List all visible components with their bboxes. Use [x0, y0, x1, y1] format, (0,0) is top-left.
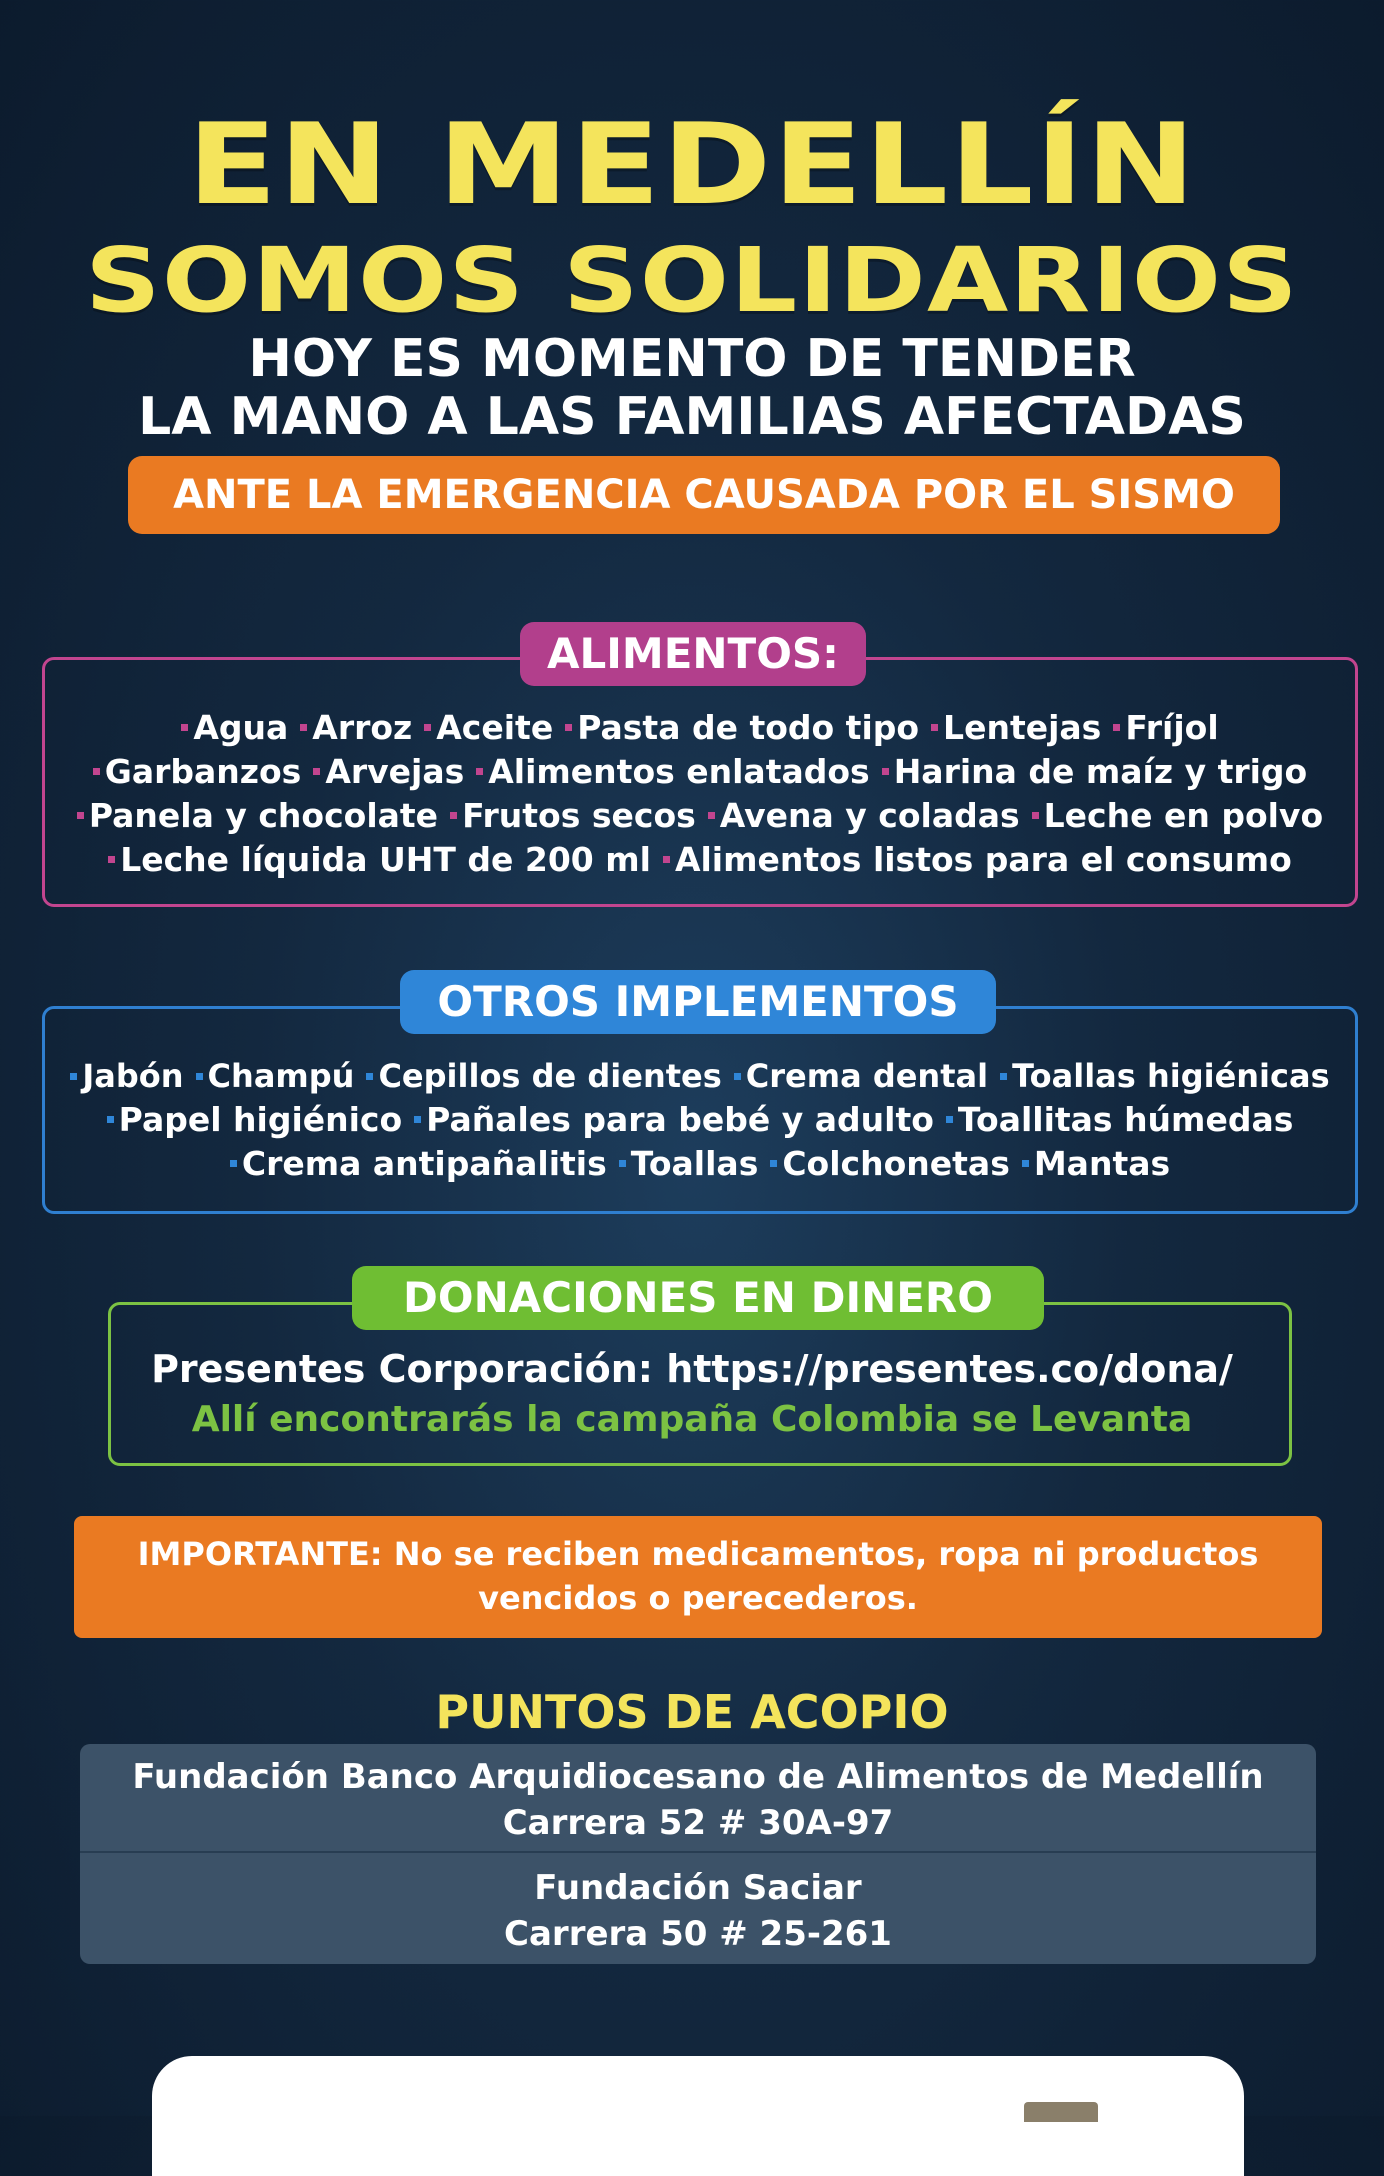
bullet-icon: [1000, 1073, 1007, 1080]
bullet-icon: [946, 1116, 953, 1123]
dinero-campaign-line: Allí encontrarás la campaña Colombia se Levanta: [191, 1399, 1193, 1440]
alimentos-label: ALIMENTOS:: [520, 622, 866, 686]
alimentos-item: [300, 708, 412, 747]
alimentos-item-label: Alimentos listos para el consumo: [674, 840, 1292, 879]
bullet-icon: [1032, 812, 1039, 819]
punto-item: [80, 1744, 1316, 1853]
punto-address: Carrera 50 # 25-261: [504, 1914, 892, 1954]
otros-item: [734, 1057, 988, 1095]
bullet-icon: [414, 1116, 421, 1123]
alimentos-row: [42, 706, 1358, 750]
bullet-icon: [476, 768, 483, 775]
alimentos-item-label: Garbanzos: [104, 752, 302, 791]
alimentos-item: [708, 796, 1020, 835]
punto-name: Fundación Banco Arquidiocesano de Alimentos de Medellín: [132, 1757, 1264, 1797]
alimentos-item: [93, 752, 302, 791]
alimentos-item-label: Leche en polvo: [1043, 796, 1324, 835]
alimentos-item: [476, 752, 869, 791]
puntos-title: PUNTOS DE ACOPIO: [435, 1685, 949, 1739]
dinero-link-line[interactable]: Presentes Corporación: https://presentes.co/dona/: [151, 1347, 1233, 1391]
alimentos-item-label: Panela y chocolate: [88, 796, 439, 835]
bullet-icon: [93, 768, 100, 775]
otros-item: [946, 1100, 1293, 1139]
logo-icon: [1024, 2102, 1098, 2122]
otros-item: [70, 1057, 183, 1095]
alimentos-row: [42, 794, 1358, 838]
important-label: IMPORTANTE:: [137, 1535, 383, 1573]
bullet-icon: [196, 1073, 203, 1080]
otros-item: [196, 1057, 355, 1095]
bullet-icon: [1113, 724, 1120, 731]
otros-item: [1000, 1057, 1330, 1095]
otros-item-label: Jabón: [82, 1057, 184, 1095]
bullet-icon: [313, 768, 320, 775]
bullet-icon: [734, 1073, 741, 1080]
alimentos-item-label: Pasta de todo tipo: [577, 708, 920, 747]
bullet-icon: [882, 768, 889, 775]
title-line-1: EN MEDELLÍN: [187, 100, 1197, 230]
bullet-icon: [424, 724, 431, 731]
otros-item: [366, 1057, 721, 1095]
alimentos-item-label: Frutos secos: [462, 796, 696, 835]
subtitle-line-1: HOY ES MOMENTO DE TENDER: [248, 329, 1136, 389]
bullet-icon: [931, 724, 938, 731]
punto-name: Fundación Saciar: [534, 1868, 862, 1908]
bullet-icon: [565, 724, 572, 731]
alimentos-item: [450, 796, 696, 835]
dinero-label: DONACIONES EN DINERO: [352, 1266, 1044, 1330]
alimentos-item: [1113, 708, 1218, 747]
punto-address: Carrera 52 # 30A-97: [502, 1803, 894, 1843]
otros-item-label: Papel higiénico: [118, 1100, 403, 1139]
bullet-icon: [108, 856, 115, 863]
alimentos-list: [42, 706, 1358, 882]
alimentos-item: [882, 752, 1308, 791]
alimentos-item-label: Aceite: [436, 708, 554, 747]
otros-item-label: Toallitas húmedas: [957, 1100, 1294, 1139]
alimentos-item: [663, 840, 1292, 879]
otros-item-label: Champú: [207, 1057, 355, 1095]
alimentos-item-label: Lentejas: [943, 708, 1102, 747]
otros-item-label: Toallas higiénicas: [1012, 1057, 1330, 1095]
bullet-icon: [230, 1160, 237, 1167]
alimentos-item-label: Arroz: [312, 708, 413, 747]
important-text-1: No se reciben medicamentos, ropa ni productos: [382, 1535, 1259, 1573]
otros-row: [42, 1142, 1358, 1186]
otros-item: [1022, 1144, 1170, 1183]
bullet-icon: [77, 812, 84, 819]
otros-item-label: Toallas: [630, 1144, 759, 1183]
important-line-1: [74, 1532, 1322, 1576]
alimentos-item-label: Alimentos enlatados: [488, 752, 870, 791]
bullet-icon: [300, 724, 307, 731]
otros-item: [770, 1144, 1010, 1183]
alimentos-item: [181, 708, 288, 747]
bullet-icon: [181, 724, 188, 731]
bullet-icon: [770, 1160, 777, 1167]
otros-item-label: Crema antipañalitis: [241, 1144, 607, 1183]
important-text-2: vencidos o perecederos.: [478, 1579, 918, 1617]
alimentos-row: [42, 838, 1358, 882]
otros-label: OTROS IMPLEMENTOS: [400, 970, 996, 1034]
otros-list: [42, 1054, 1358, 1186]
title-line-2: SOMOS SOLIDARIOS: [85, 228, 1299, 332]
alimentos-item: [108, 840, 651, 879]
otros-item-label: Mantas: [1033, 1144, 1171, 1183]
bullet-icon: [1022, 1160, 1029, 1167]
bullet-icon: [663, 856, 670, 863]
important-notice: [74, 1516, 1322, 1638]
otros-item-label: Colchonetas: [782, 1144, 1010, 1183]
alimentos-item: [313, 752, 464, 791]
otros-item-label: Crema dental: [745, 1057, 989, 1095]
alimentos-item-label: Fríjol: [1125, 708, 1219, 747]
bullet-icon: [450, 812, 457, 819]
otros-row: [42, 1054, 1358, 1098]
alimentos-item: [424, 708, 553, 747]
bullet-icon: [366, 1073, 373, 1080]
alimentos-item-label: Leche líquida UHT de 200 ml: [120, 840, 651, 879]
otros-item-label: Cepillos de dientes: [378, 1057, 722, 1095]
otros-item-label: Pañales para bebé y adulto: [426, 1100, 934, 1139]
bullet-icon: [107, 1116, 114, 1123]
subtitle-line-2: LA MANO A LAS FAMILIAS AFECTADAS: [138, 387, 1246, 447]
otros-item: [230, 1144, 607, 1183]
bullet-icon: [619, 1160, 626, 1167]
puntos-table: [80, 1744, 1316, 1964]
otros-row: [42, 1098, 1358, 1142]
alimentos-item: [1032, 796, 1324, 835]
bullet-icon: [70, 1073, 77, 1080]
alimentos-row: [42, 750, 1358, 794]
alimentos-item-label: Harina de maíz y trigo: [893, 752, 1308, 791]
alimentos-item: [565, 708, 919, 747]
emergency-banner: ANTE LA EMERGENCIA CAUSADA POR EL SISMO: [128, 456, 1280, 534]
alimentos-item-label: Arvejas: [325, 752, 465, 791]
punto-item: [80, 1853, 1316, 1962]
alimentos-item: [931, 708, 1101, 747]
alimentos-item-label: Agua: [193, 708, 289, 747]
alimentos-item-label: Avena y coladas: [719, 796, 1020, 835]
bullet-icon: [708, 812, 715, 819]
otros-item: [414, 1100, 934, 1139]
otros-item: [619, 1144, 759, 1183]
otros-item: [107, 1100, 403, 1139]
alimentos-item: [77, 796, 438, 835]
